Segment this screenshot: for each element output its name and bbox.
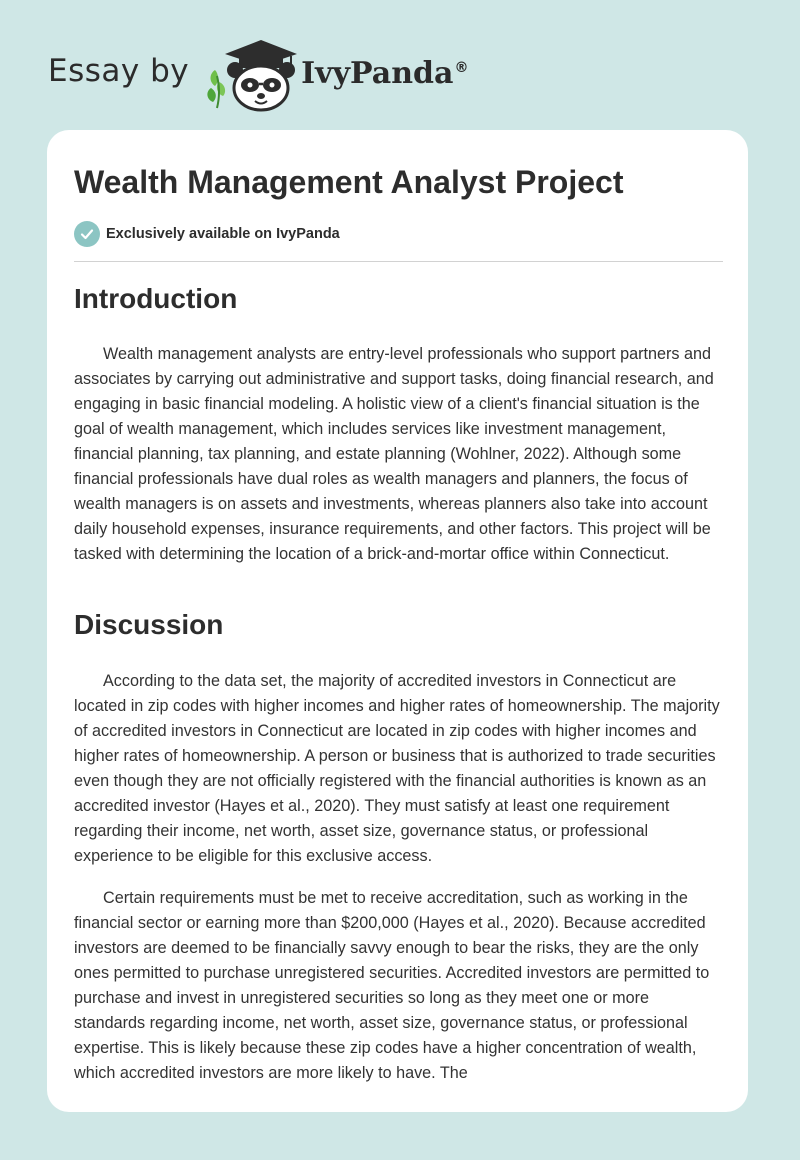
paragraph: Certain requirements must be met to receive accreditation, such as working in the financial sector or earning more than $200,000 (Hayes et al., 2020). Because accredited investors are deemed to be financially savvy enough to bear the risks, they are the only ones permitted to purchase unregistered securities. Accredited investors are permitted to purchase and invest in unregistered securities so long as they meet one or more standards regarding income, net worth, asset size, governance status, or professional expertise. This is likely because these zip codes have a higher concentration of wealth, which accredited investors are more likely to have. The	[74, 889, 710, 1082]
brand-prefix: Essay by	[48, 53, 190, 89]
discussion-body-1	[74, 669, 724, 869]
discussion-body-2	[74, 886, 724, 1086]
site-header	[48, 34, 468, 114]
check-circle-icon	[74, 221, 100, 247]
section-heading: Introduction	[74, 283, 238, 314]
introduction-body	[74, 342, 724, 567]
brand-name[interactable]: IvyPanda®	[301, 55, 469, 91]
paragraph: Wealth management analysts are entry-level professionals who support partners and associates by carrying out administrative and support tasks, doing financial research, and engaging in basic financial modeling. A holistic view of a client's financial situation is the goal of wealth management, which includes services like investment management, financial planning, tax planning, and estate planning (Wohlner, 2022). Although some financial professionals have dual roles as wealth managers and planners, the focus of wealth managers is on assets and investments, whereas planners also take into account daily household expenses, insurance requirements, and other factors. This project will be tasked with determining the location of a brick-and-mortar office within Connecticut.	[74, 345, 714, 563]
panda-graduation-cap-icon[interactable]	[205, 36, 297, 112]
essay-card	[47, 130, 748, 1112]
section-heading: Discussion	[74, 609, 224, 640]
paragraph: According to the data set, the majority of accredited investors in Connecticut are located in zip codes with higher incomes and higher rates of homeownership. The majority of accredited investors in Connecticut are located in zip codes with higher incomes and higher rates of homeownership. A person or business that is authorized to trade securities even though they are not officially registered with the financial authorities is known as an accredited investor (Hayes et al., 2020). They must satisfy at least one requirement regarding their income, net worth, asset size, governance status, or professional experience to be eligible for this exclusive access.	[74, 672, 720, 865]
divider	[74, 261, 723, 262]
exclusive-text: Exclusively available on IvyPanda	[106, 226, 340, 242]
section-discussion	[74, 609, 724, 641]
exclusive-badge	[74, 221, 340, 247]
section-introduction	[74, 283, 724, 315]
essay-title: Wealth Management Analyst Project	[74, 164, 624, 200]
